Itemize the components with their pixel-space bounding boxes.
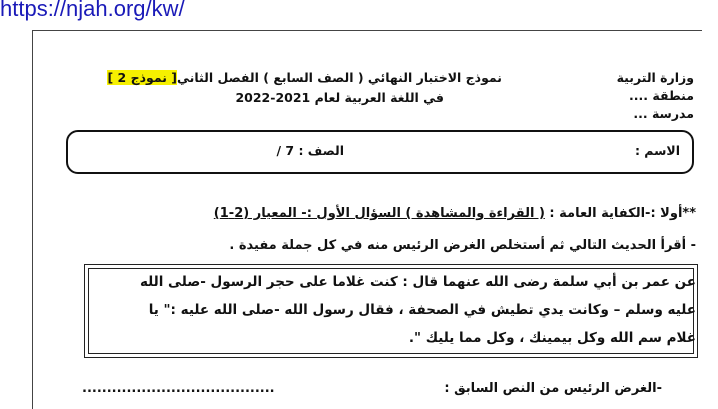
model-highlight: [ نموذج 2 ] xyxy=(107,70,177,85)
source-url[interactable]: https://njah.org/kw/ xyxy=(0,0,185,21)
section-standard: ( القراءة والمشاهدة ) السؤال الأول :- المعيار (2-1) xyxy=(213,206,545,221)
section-heading xyxy=(214,206,696,221)
page-top-border xyxy=(32,30,702,31)
question-prompt: -الغرض الرئيس من النص السابق : xyxy=(444,381,662,396)
page-left-border xyxy=(32,30,33,409)
exam-title xyxy=(107,70,502,85)
exam-subtitle: في اللغة العربية لعام 2021-2022 xyxy=(235,90,444,105)
answer-dots[interactable]: ....................................... xyxy=(82,381,275,396)
school-label: مدرسة ... xyxy=(633,106,694,121)
name-label: الاسم : xyxy=(634,143,680,158)
instruction-text: - أقرأ الحديث التالي ثم أستخلص الغرض الرئيس منه في كل جملة مفيدة . xyxy=(229,238,696,253)
student-info-box xyxy=(66,130,694,174)
region-label: منطقة .... xyxy=(629,88,694,103)
hadith-line-2: عليه وسلم – وكانت يدي تطيش في الصحفة ، فقال رسول الله -صلى الله عليه :" يا xyxy=(148,302,696,318)
exam-title-text: نموذج الاختبار النهائي ( الصف السابع ) الفصل الثاني xyxy=(176,70,502,85)
section-prefix: **أولا :-الكفاية العامة : xyxy=(549,206,696,221)
class-label: الصف : 7 / xyxy=(276,143,344,158)
hadith-line-3: غلام سم الله وكل بيمينك ، وكل مما يليك ". xyxy=(408,330,696,346)
ministry-label: وزارة التربية xyxy=(616,70,694,85)
hadith-line-1: عن عمر بن أبي سلمة رضى الله عنهما قال : كنت غلاما على حجر الرسول -صلى الله xyxy=(139,274,696,290)
